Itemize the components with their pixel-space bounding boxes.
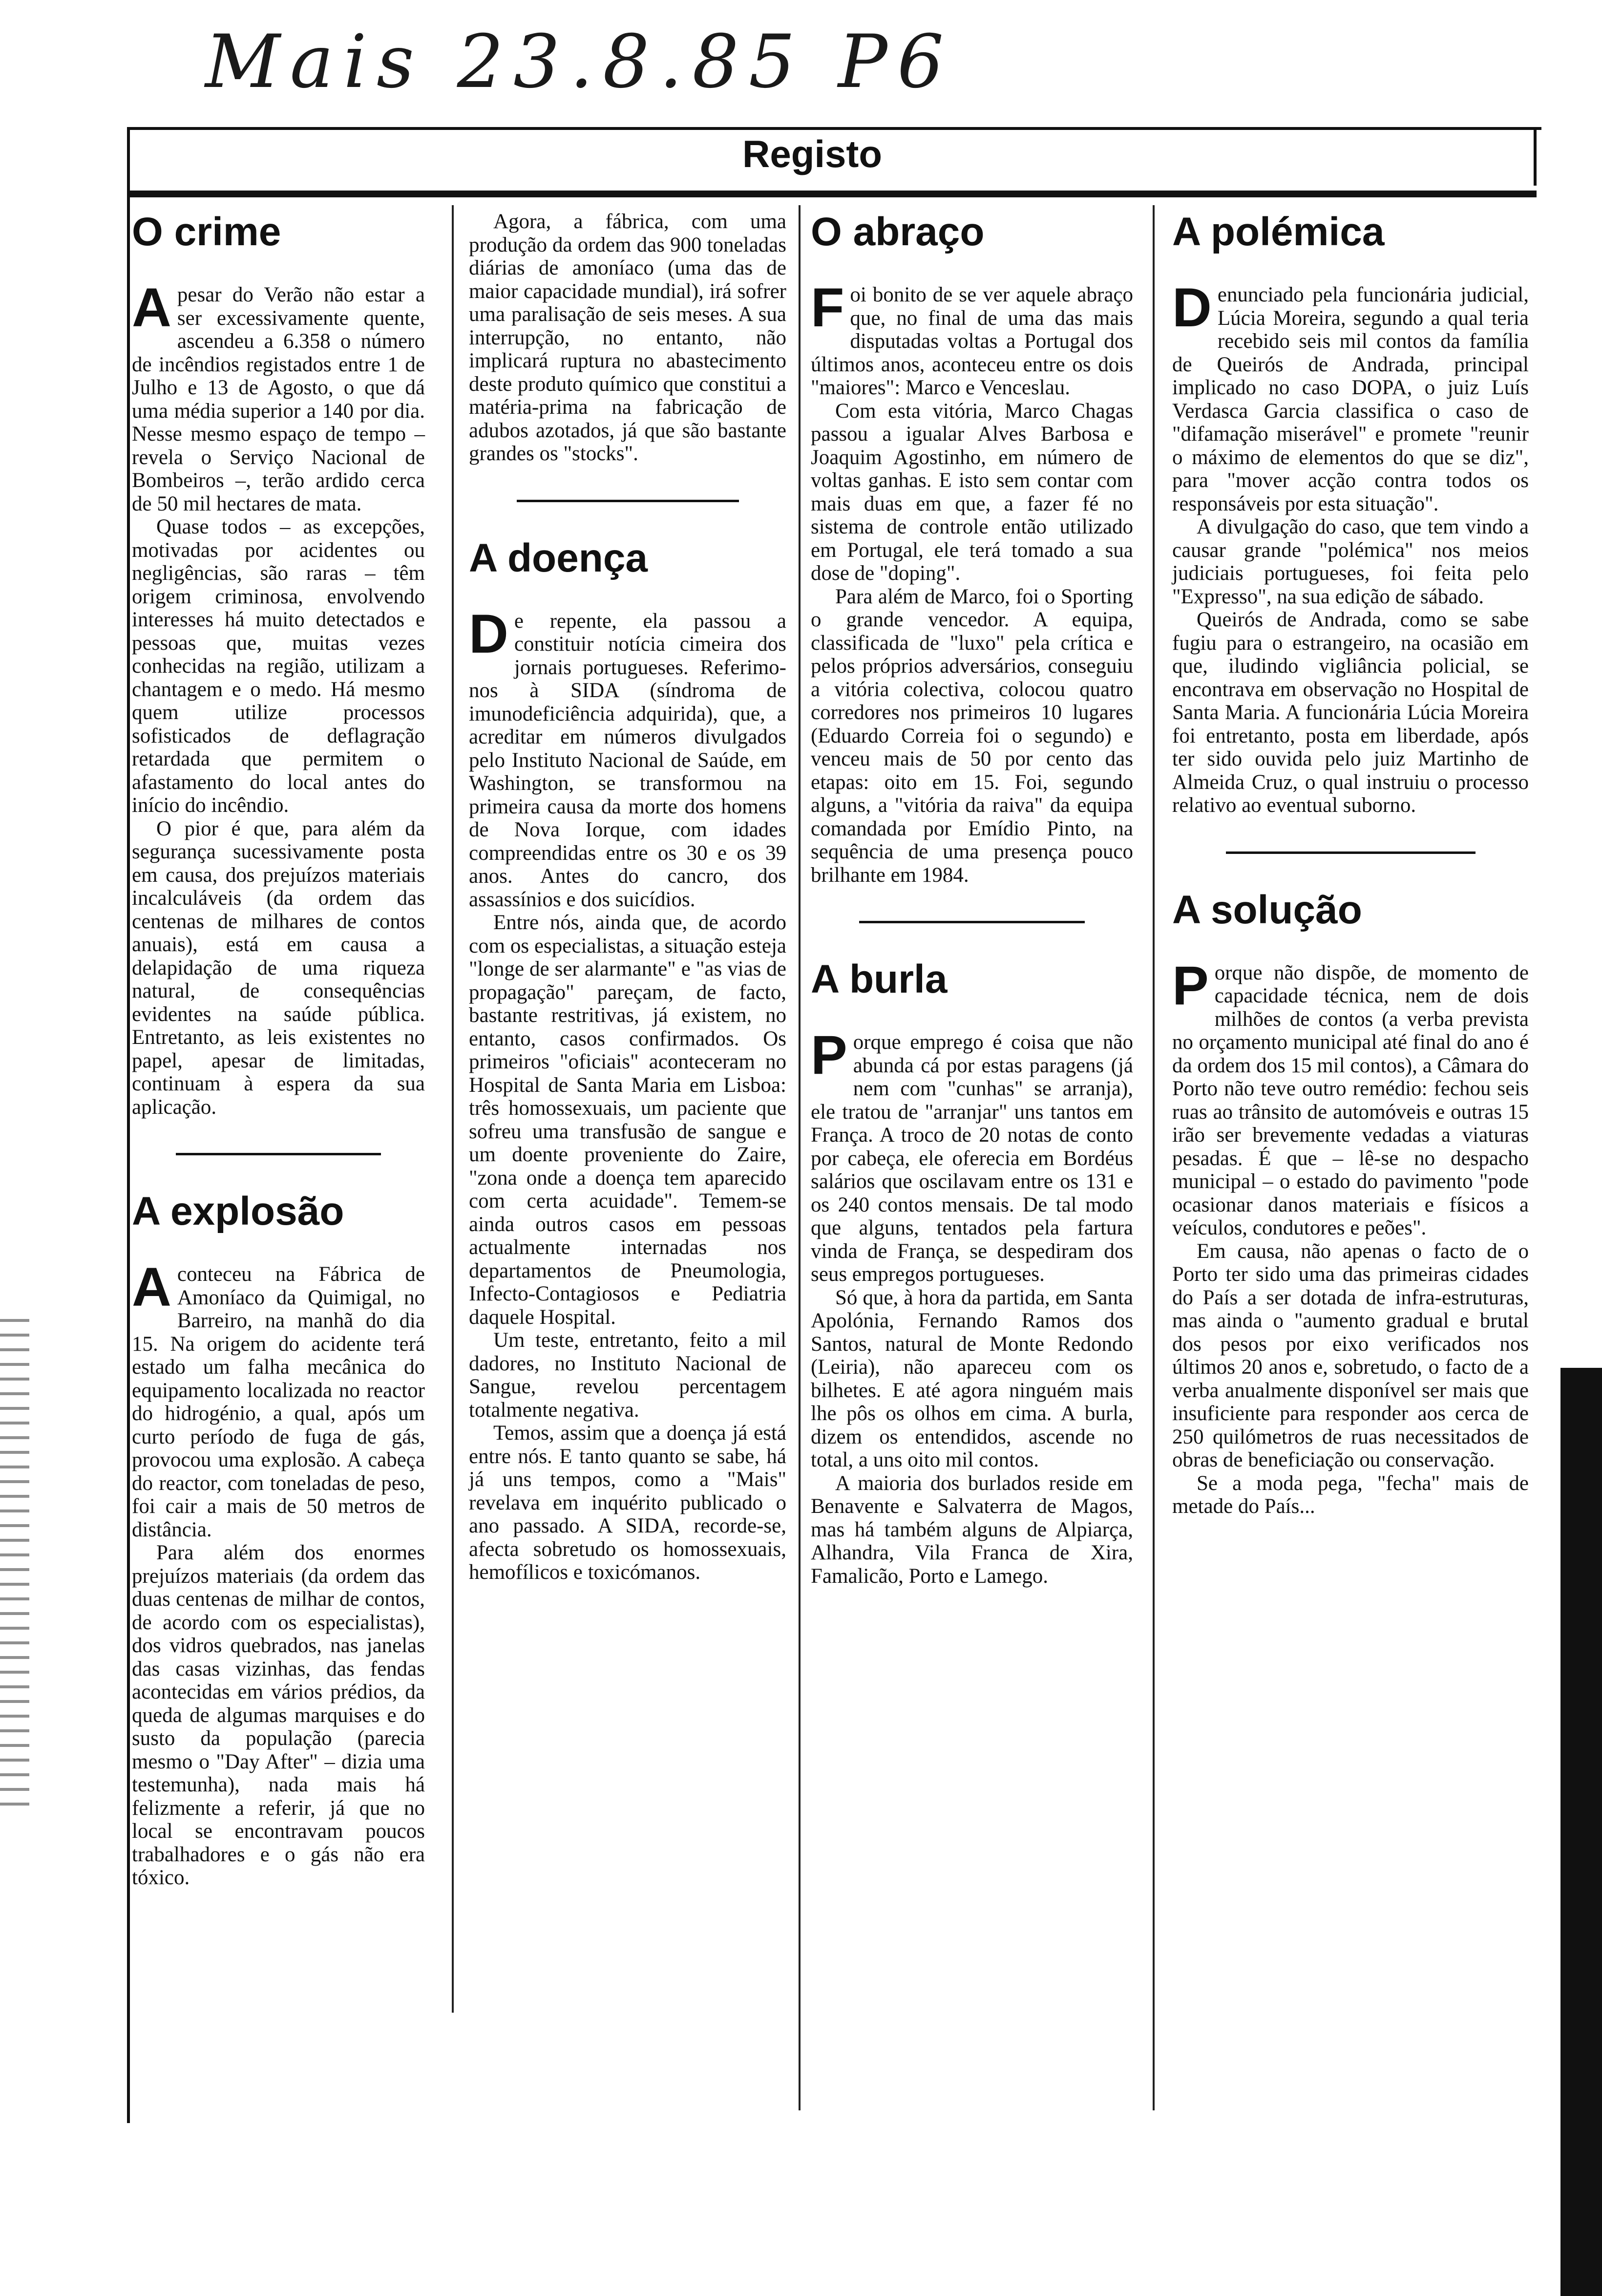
column-2 bbox=[469, 210, 786, 1584]
article-paragraph: Temos, assim que a doença já está entre nós. E tanto quanto se sabe, há já uns tempos, como a "Mais" revelava em inquérito publicado o ano passado. A SIDA, recorde-se, afecta sobretudo os homossexuais, hemofílicos e toxicómanos. bbox=[469, 1422, 786, 1584]
article-paragraph: Um teste, entretanto, feito a mil dadores, no Instituto Nacional de Sangue, revelou percentagem totalmente negativa. bbox=[469, 1329, 786, 1422]
article-paragraph: Quase todos – as excepções, motivadas por acidentes ou negligências, são raras – têm origem criminosa, envolvendo interesses há muito detectados e pessoas que, muitas vezes conhecidas na região, utilizam a chantagem e o medo. Há mesmo quem utilize processos sofisticados de deflagração retardada que permitem o afastamento do local antes do início do incêndio. bbox=[132, 515, 425, 817]
drop-cap: F bbox=[811, 277, 844, 339]
article-paragraph: Aconteceu na Fábrica de Amoníaco da Quimigal, no Barreiro, na manhã do dia 15. Na origem do acidente terá estado um falha mecânica do equipamento localizada no reactor do hidrogénio, a qual, após um curto período de fuga de gás, provocou uma explosão. A cabeça do reactor, com toneladas de peso, foi cair a mais de 50 metros de distância. bbox=[132, 1256, 425, 1541]
article-paragraph: Queirós de Andrada, como se sabe fugiu para o estrangeiro, na ocasião em que, iludindo vigliância policial, se encontrava em observação no Hospital de Santa Maria. A funcionária Lúcia Moreira foi entretanto, posta em liberdade, após ter sido ouvida pelo juiz Martinho de Almeida Cruz, o qual instruiu o processo relativo ao eventual suborno. bbox=[1172, 608, 1529, 817]
drop-cap: P bbox=[811, 1024, 847, 1086]
article-paragraph: Denunciado pela funcionária judicial, Lúcia Moreira, segundo a qual teria recebido seis mil contos da família de Queirós de Andrada, principal implicado no caso DOPA, o juiz Luís Verdasca Garcia classifica o caso de "difamação miserável" e promete "reunir o máximo de elementos do que se diz", para "mover acção contra todos os responsáveis por esta situação". bbox=[1172, 277, 1529, 515]
scan-edge-left bbox=[0, 1319, 29, 1807]
column-4 bbox=[1172, 210, 1529, 1518]
article-paragraph: Em causa, não apenas o facto de o Porto ter sido uma das primeiras cidades do País a ser dotada de infra-estruturas, mas ainda o "aumento gradual e brutal dos pesos por eixo verificados nos últimos 20 anos e, sobretudo, o facto de a verba anualmente disponível ser mais que insuficiente para responder aos cerca de 250 quilómetros de ruas necessitados de obras de beneficiação ou conservação. bbox=[1172, 1239, 1529, 1472]
column-1 bbox=[132, 210, 425, 1890]
drop-cap: D bbox=[469, 603, 508, 664]
column-3 bbox=[811, 210, 1133, 1588]
column-divider bbox=[799, 205, 801, 2110]
article-title: A burla bbox=[811, 957, 948, 1002]
handwritten-note: Mais 23.8.85 P6 bbox=[205, 20, 954, 105]
article-doenca bbox=[469, 536, 786, 1584]
article-title: A explosão bbox=[132, 1189, 344, 1234]
article-paragraph: Com esta vitória, Marco Chagas passou a igualar Alves Barbosa e Joaquim Agostinho, em número de voltas ganhas. E isto sem contar com mais duas em que, a fazer fé no sistema de controle então utilizado em Portugal, ele terá tomado a sua dose de "doping". bbox=[811, 399, 1133, 585]
article-paragraph: A maioria dos burlados reside em Benavente e Salvaterra de Magos, mas há também alguns de Alpiarça, Alhandra, Vila Franca de Xira, Famalicão, Porto e Lamego. bbox=[811, 1471, 1133, 1588]
article-paragraph: Entre nós, ainda que, de acordo com os especialistas, a situação esteja "longe de ser alarmante" e "as vias de propagação" pareçam, de facto, bastante restritivas, já existem, no entanto, casos confirmados. Os primeiros "oficiais" aconteceram no Hospital de Santa Maria em Lisboa: três homossexuais, um paciente que sofreu uma transfusão de sangue e um doente proveniente do Zaire, "zona onde a doença tem aparecido com certa acuidade". Temem-se ainda outros casos em pessoas actualmente internadas nos departamentos de Pneumologia, Infecto-Contagiosos e Pediatria daquele Hospital. bbox=[469, 911, 786, 1329]
article-abraco bbox=[811, 210, 1133, 887]
article-separator bbox=[176, 1153, 381, 1155]
article-polemica bbox=[1172, 210, 1529, 817]
article-title: O crime bbox=[132, 210, 281, 254]
article-separator bbox=[859, 921, 1085, 923]
article-title: O abraço bbox=[811, 210, 985, 254]
article-paragraph: Porque não dispõe, de momento de capacidade técnica, nem de dois milhões de contos (a verba prevista no orçamento municipal até final do ano é da ordem dos 15 mil contos), a Câmara do Porto não teve outro remédio: fechou seis ruas ao trânsito de automóveis e outras 15 irão ser brevemente vedadas a viaturas pesadas. É que – lê-se no despacho municipal – o estado do pavimento "pode ocasionar danos materiais e físicos a veículos, condutores e peões". bbox=[1172, 955, 1529, 1240]
article-burla bbox=[811, 957, 1133, 1588]
article-paragraph: A divulgação do caso, que tem vindo a causar grande "polémica" nos meios judiciais portugueses, foi feita pelo "Expresso", na sua edição de sábado. bbox=[1172, 515, 1529, 608]
article-explosao bbox=[132, 1190, 425, 1890]
article-crime bbox=[132, 210, 425, 1119]
article-paragraph: De repente, ela passou a constituir notícia cimeira dos jornais portugueses. Referimo-nos à SIDA (síndroma de imunodeficiência adquirida), que, a acreditar em números divulgados pelo Instituto Nacional de Saúde, em Washington, se transformou na primeira causa da morte dos homens de Nova Iorque, com idades compreendidas entre os 30 e os 39 anos. Antes do cancro, dos assassínios e dos suicídios. bbox=[469, 603, 786, 911]
scan-edge-right bbox=[1560, 1368, 1602, 2296]
drop-cap: D bbox=[1172, 277, 1212, 339]
article-separator bbox=[517, 500, 739, 502]
column-divider bbox=[1153, 205, 1155, 2110]
article-paragraph: Apesar do Verão não estar a ser excessivamente quente, ascendeu a 6.358 o número de incêndios registados entre 1 de Julho e 13 de Agosto, o que dá uma média superior a 140 por dia. Nesse mesmo espaço de tempo – revela o Serviço Nacional de Bombeiros –, terão ardido cerca de 50 mil hectares de mata. bbox=[132, 277, 425, 515]
article-title: A solução bbox=[1172, 887, 1362, 932]
header-rule bbox=[130, 191, 1537, 197]
article-title: A doença bbox=[469, 535, 648, 580]
article-paragraph: Porque emprego é coisa que não abunda cá por estas paragens (já nem com "cunhas" se arranja), ele tratou de "arranjar" uns tantos em França. A troco de 20 notas de conto por cabeça, ele oferecia em Bordéus salários que oscilavam entre os 131 e os 240 contos mensais. De tal modo que alguns, tentados pela fartura vinda de França, se despediram dos seus empregos portugueses. bbox=[811, 1024, 1133, 1286]
article-solucao bbox=[1172, 888, 1529, 1518]
article-paragraph: Agora, a fábrica, com uma produção da ordem das 900 toneladas diárias de amoníaco (uma das de maior capacidade mundial), irá sofrer uma paralisação de seis meses. A sua interrupção, no entanto, não implicará ruptura no abastecimento deste produto químico que constitui a matéria-prima na fabricação de adubos azotados, já que são bastante grandes os "stocks". bbox=[469, 210, 786, 465]
article-separator bbox=[1226, 851, 1476, 854]
article-title: A polémica bbox=[1172, 210, 1385, 254]
drop-cap: P bbox=[1172, 955, 1209, 1016]
article-paragraph: Só que, à hora da partida, em Santa Apolónia, Fernando Ramos dos Santos, natural de Monte Redondo (Leiria), não apareceu com os bilhetes. E até agora ninguém mais lhe pôs os olhos em cima. A burla, dizem os entendidos, ascende no total, a uns oito mil contos. bbox=[811, 1286, 1133, 1472]
drop-cap: A bbox=[132, 277, 171, 339]
article-paragraph: Foi bonito de se ver aquele abraço que, no final de uma das mais disputadas voltas a Portugal dos últimos anos, aconteceu entre os dois "maiores": Marco e Venceslau. bbox=[811, 277, 1133, 400]
article-paragraph: O pior é que, para além da segurança sucessivamente posta em causa, dos prejuízos materiais incalculáveis (da ordem das centenas de milhares de contos anuais), está em causa a delapidação de uma riqueza natural, de consequências evidentes na saúde pública. Entretanto, as leis existentes no papel, apesar de limitadas, continuam à espera da sua aplicação. bbox=[132, 817, 425, 1119]
article-paragraph: Para além de Marco, foi o Sporting o grande vencedor. A equipa, classificada de "luxo" pela crítica e pelos próprios adversários, conseguiu a vitória colectiva, colocou quatro corredores nos primeiros 10 lugares (Eduardo Correia foi o segundo) e venceu mais de 50 por cento das etapas: oito em 15. Foi, segundo alguns, a "vitória da raiva" da equipa comandada por Emídio Pinto, na sequência de uma presença pouco brilhante em 1984. bbox=[811, 585, 1133, 887]
article-paragraph: Se a moda pega, "fecha" mais de metade do País... bbox=[1172, 1471, 1529, 1518]
drop-cap: A bbox=[132, 1256, 171, 1318]
article-paragraph: Para além dos enormes prejuízos materiais (da ordem das duas centenas de milhar de contos, de acordo com os especialistas), dos vidros quebrados, nas janelas das casas vizinhas, das fendas acontecidas em vários prédios, da queda de algumas marquises e do susto da população (parecia mesmo o "Day After" – dizia uma testemunha), nada mais há felizmente a referir, já que no local se encontravam poucos trabalhadores e o gás não era tóxico. bbox=[132, 1541, 425, 1890]
column-divider bbox=[452, 205, 454, 2013]
frame-corner bbox=[1534, 127, 1537, 186]
section-title: Registo bbox=[742, 132, 883, 175]
